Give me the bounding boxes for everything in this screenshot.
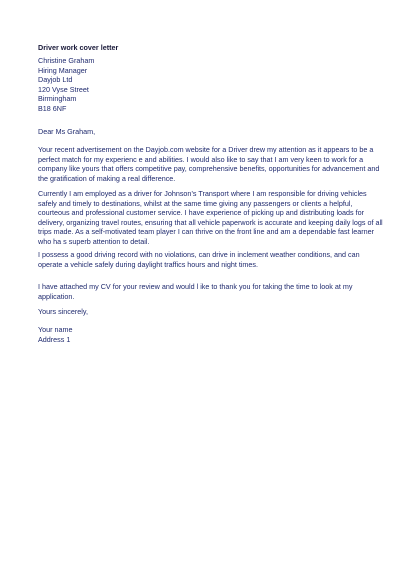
- salutation: [38, 127, 368, 137]
- paragraph-line: trips made. As a self-motivated team player I can thrive on the front line and am a dependable fast learner: [38, 227, 375, 237]
- address-line: B18 6NF: [38, 103, 67, 113]
- address-line: Christine Graham: [38, 56, 95, 65]
- paragraph-line: courteous and professional customer service. I have experience of picking up and distributing loads for: [38, 208, 365, 218]
- paragraph-1: [38, 145, 380, 183]
- paragraph-line: perfect match for my experienc e and abilities. I would also like to say that I am very keen to work for a: [38, 154, 364, 164]
- address-line: Hiring Manager: [38, 65, 88, 75]
- paragraph-line: operate a vehicle safely during daylight traffics hours and night times.: [38, 259, 259, 269]
- paragraph-line: Currently I am employed as a driver for Johnson’s Transport where I am responsible for driving vehicles: [38, 189, 367, 198]
- salutation-text: Dear Ms Graham,: [38, 127, 96, 136]
- paragraph-line: company like yours that offers competitive pay, comprehensive benefits, opportunities for advancement and: [38, 164, 380, 174]
- signature-line: Your name: [38, 325, 73, 334]
- signature-block: [38, 325, 368, 344]
- paragraph-4: [38, 282, 368, 301]
- address-line: 120 Vyse Street: [38, 84, 89, 94]
- paragraph-line: delivery, organizing travel routes, ensuring that all vehicle paperwork is accurate and keeping daily logs of all: [38, 217, 383, 227]
- letter-title: Driver work cover letter: [38, 43, 119, 52]
- address-line: Dayjob Ltd: [38, 75, 73, 85]
- closing-text: Yours sincerely,: [38, 307, 88, 316]
- paragraph-line: who ha s superb attention to detail.: [38, 236, 150, 246]
- paragraph-line: I have attached my CV for your review and would l ike to thank you for taking the time to look at my: [38, 282, 353, 291]
- paragraph-line: I possess a good driving record with no violations, can drive in inclement weather conditions, and can: [38, 250, 360, 259]
- paragraph-line: Your recent advertisement on the Dayjob.com website for a Driver drew my attention as it appears to be a: [38, 145, 374, 154]
- signature-line: Address 1: [38, 334, 71, 344]
- paragraph-line: safely and timely to destinations, whilst at the same time giving any passengers or clients a helpful,: [38, 198, 353, 208]
- paragraph-line: the gratification of making a real difference.: [38, 173, 176, 183]
- closing: [38, 307, 368, 317]
- recipient-address: [38, 56, 368, 114]
- address-line: Birmingham: [38, 94, 77, 104]
- paragraph-3: [38, 250, 368, 269]
- paragraph-2: [38, 189, 383, 247]
- paragraph-line: application.: [38, 291, 75, 301]
